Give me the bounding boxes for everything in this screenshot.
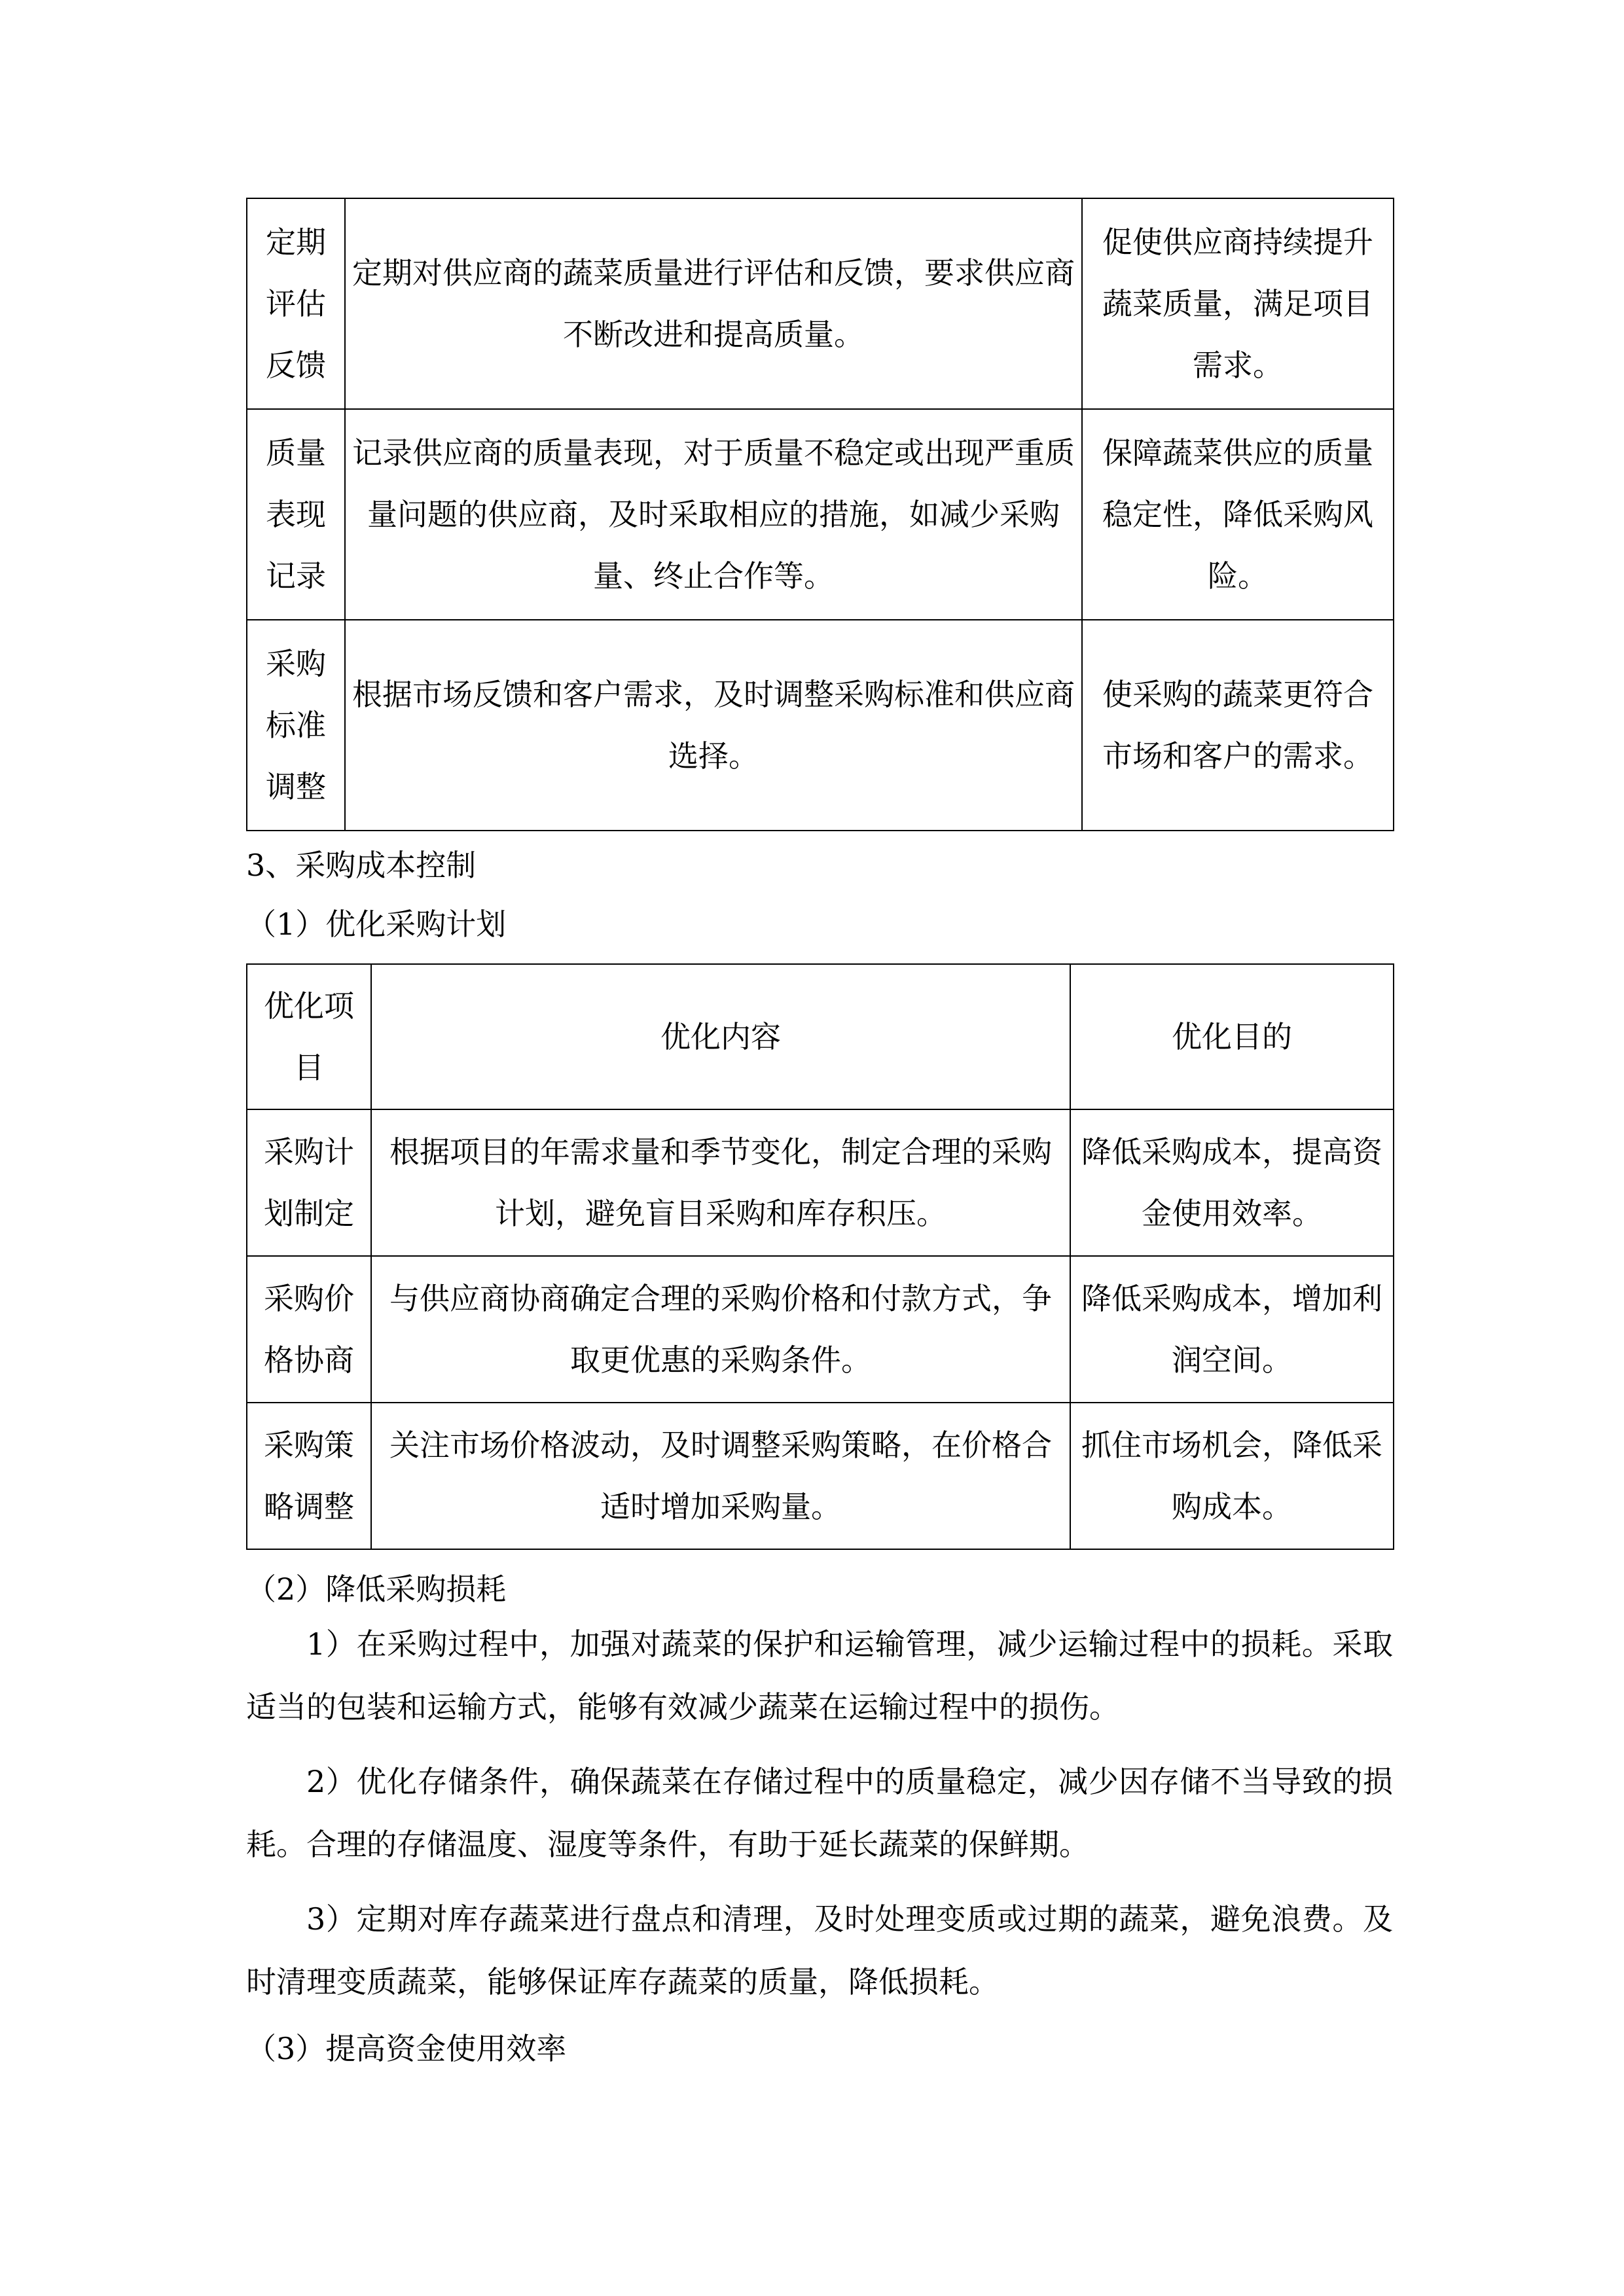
row-content: 关注市场价格波动，及时调整采购策略，在价格合适时增加采购量。 bbox=[371, 1403, 1070, 1549]
row-content: 定期对供应商的蔬菜质量进行评估和反馈，要求供应商不断改进和提高质量。 bbox=[345, 198, 1082, 409]
subsection-2-heading: （2）降低采购损耗 bbox=[246, 1571, 507, 1607]
paragraph: 2）优化存储条件，确保蔬菜在存储过程中的质量稳定，减少因存储不当导致的损耗。合理的存储温度、湿度等条件，有助于延长蔬菜的保鲜期。 bbox=[246, 1764, 1393, 1862]
header-content: 优化内容 bbox=[371, 964, 1070, 1109]
row-goal: 降低采购成本，提高资金使用效率。 bbox=[1070, 1109, 1394, 1256]
subsection-1-heading: （1）优化采购计划 bbox=[246, 906, 507, 942]
row-item: 采购价格协商 bbox=[247, 1256, 371, 1403]
purchase-plan-table bbox=[246, 963, 1394, 1550]
row-goal: 抓住市场机会，降低采购成本。 bbox=[1070, 1403, 1394, 1549]
row-goal: 使采购的蔬菜更符合市场和客户的需求。 bbox=[1082, 620, 1394, 831]
row-item: 采购策略调整 bbox=[247, 1403, 371, 1549]
table-row bbox=[247, 1403, 1394, 1549]
row-goal: 降低采购成本，增加利润空间。 bbox=[1070, 1256, 1394, 1403]
paragraph: 1）在采购过程中，加强对蔬菜的保护和运输管理，减少运输过程中的损耗。采取适当的包装和运输方式，能够有效减少蔬菜在运输过程中的损伤。 bbox=[246, 1626, 1393, 1725]
row-item: 采购计划制定 bbox=[247, 1109, 371, 1256]
table-row bbox=[247, 1256, 1394, 1403]
paragraph: 3）定期对库存蔬菜进行盘点和清理，及时处理变质或过期的蔬菜，避免浪费。及时清理变质蔬菜，能够保证库存蔬菜的质量，降低损耗。 bbox=[246, 1901, 1393, 2000]
row-item: 采购标准调整 bbox=[247, 620, 345, 831]
table-row bbox=[247, 198, 1394, 409]
row-content: 根据市场反馈和客户需求，及时调整采购标准和供应商选择。 bbox=[345, 620, 1082, 831]
row-goal: 促使供应商持续提升蔬菜质量，满足项目需求。 bbox=[1082, 198, 1394, 409]
quality-measures-table bbox=[246, 198, 1394, 831]
subsection-3-heading: （3）提高资金使用效率 bbox=[246, 2031, 567, 2066]
table-row bbox=[247, 409, 1394, 620]
table-row bbox=[247, 620, 1394, 831]
table-header-row bbox=[247, 964, 1394, 1109]
row-item: 定期评估反馈 bbox=[247, 198, 345, 409]
table-row bbox=[247, 1109, 1394, 1256]
row-content: 记录供应商的质量表现，对于质量不稳定或出现严重质量问题的供应商，及时采取相应的措施，如减少采购量、终止合作等。 bbox=[345, 409, 1082, 620]
row-goal: 保障蔬菜供应的质量稳定性，降低采购风险。 bbox=[1082, 409, 1394, 620]
row-item: 质量表现记录 bbox=[247, 409, 345, 620]
header-goal: 优化目的 bbox=[1070, 964, 1394, 1109]
row-content: 根据项目的年需求量和季节变化，制定合理的采购计划，避免盲目采购和库存积压。 bbox=[371, 1109, 1070, 1256]
header-item: 优化项目 bbox=[247, 964, 371, 1109]
section-3-heading: 3、采购成本控制 bbox=[246, 848, 477, 883]
row-content: 与供应商协商确定合理的采购价格和付款方式，争取更优惠的采购条件。 bbox=[371, 1256, 1070, 1403]
